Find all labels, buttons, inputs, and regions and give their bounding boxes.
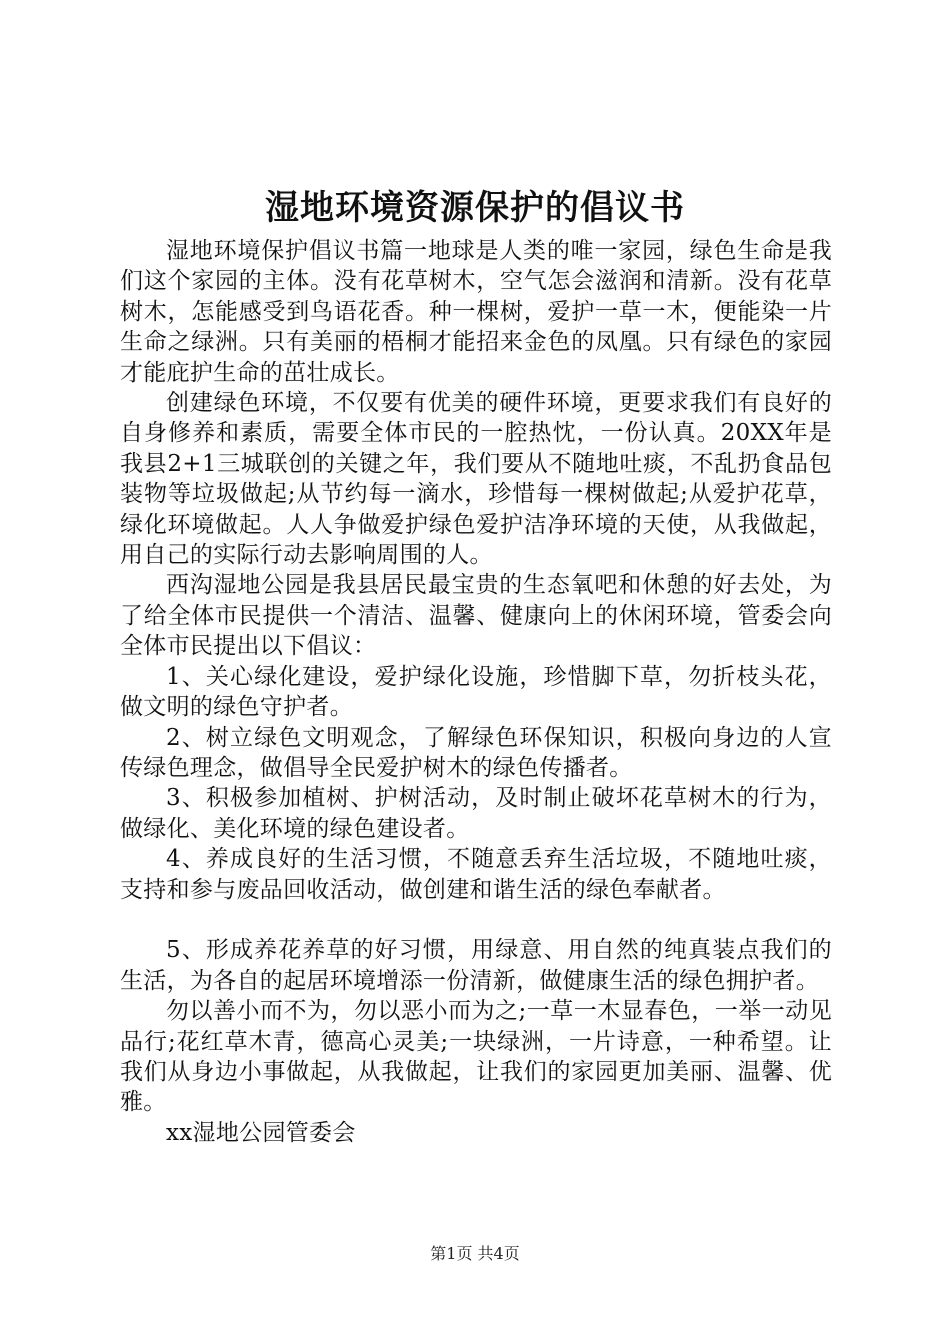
proposal-item-5: 5、形成养花养草的好习惯，用绿意、用自然的纯真装点我们的生活，为各自的起居环境增添一份清新，做健康生活的绿色拥护者。	[120, 937, 832, 994]
proposal-item-2: 2、树立绿色文明观念，了解绿色环保知识，积极向身边的人宣传绿色理念，做倡导全民爱护树木的绿色传播者。	[120, 724, 832, 781]
proposal-item-3: 3、积极参加植树、护树活动，及时制止破坏花草树木的行为，做绿化、美化环境的绿色建设者。	[120, 785, 832, 842]
signature: xx湿地公园管委会	[166, 1119, 356, 1146]
paragraph-green-environment: 创建绿色环境，不仅要有优美的硬件环境，更要求我们有良好的自身修养和素质，需要全体市民的一腔热忱，一份认真。20XX年是我县2+1三城联创的关键之年，我们要从不随地吐痰，不乱扔食品包装物等垃圾做起;从节约每一滴水，珍惜每一棵树做起;从爱护花草，绿化环境做起。人人争做爱护绿色爱护洁净环境的天使，从我做起，用自己的实际行动去影响周围的人。	[120, 390, 832, 569]
proposal-item-4: 4、养成良好的生活习惯，不随意丢弃生活垃圾，不随地吐痰，支持和参与废品回收活动，做创建和谐生活的绿色奉献者。	[120, 846, 832, 903]
proposal-item-1: 1、关心绿化建设，爱护绿化设施，珍惜脚下草，勿折枝头花，做文明的绿色守护者。	[120, 663, 832, 721]
document-body	[120, 236, 832, 1148]
paragraph-park-proposal: 西沟湿地公园是我县居民最宝贵的生态氧吧和休憩的好去处，为了给全体市民提供一个清洁、温馨、健康向上的休闲环境，管委会向全体市民提出以下倡议：	[120, 572, 832, 660]
page-number-footer: 第1页 共4页	[430, 1244, 520, 1263]
document-title: 湿地环境资源保护的倡议书	[265, 188, 685, 228]
paragraph-closing: 勿以善小而不为，勿以恶小而为之;一草一木显春色，一举一动见品行;花红草木青，德高心灵美;一块绿洲，一片诗意，一种希望。让我们从身边小事做起，从我做起，让我们的家园更加美丽、温馨、优雅。	[120, 998, 832, 1116]
paragraph-intro: 湿地环境保护倡议书篇一地球是人类的唯一家园，绿色生命是我们这个家园的主体。没有花草树木，空气怎会滋润和清新。没有花草树木，怎能感受到鸟语花香。种一棵树，爱护一草一木，便能染一片生命之绿洲。只有美丽的梧桐才能招来金色的凤凰。只有绿色的家园才能庇护生命的茁壮成长。	[120, 238, 832, 386]
